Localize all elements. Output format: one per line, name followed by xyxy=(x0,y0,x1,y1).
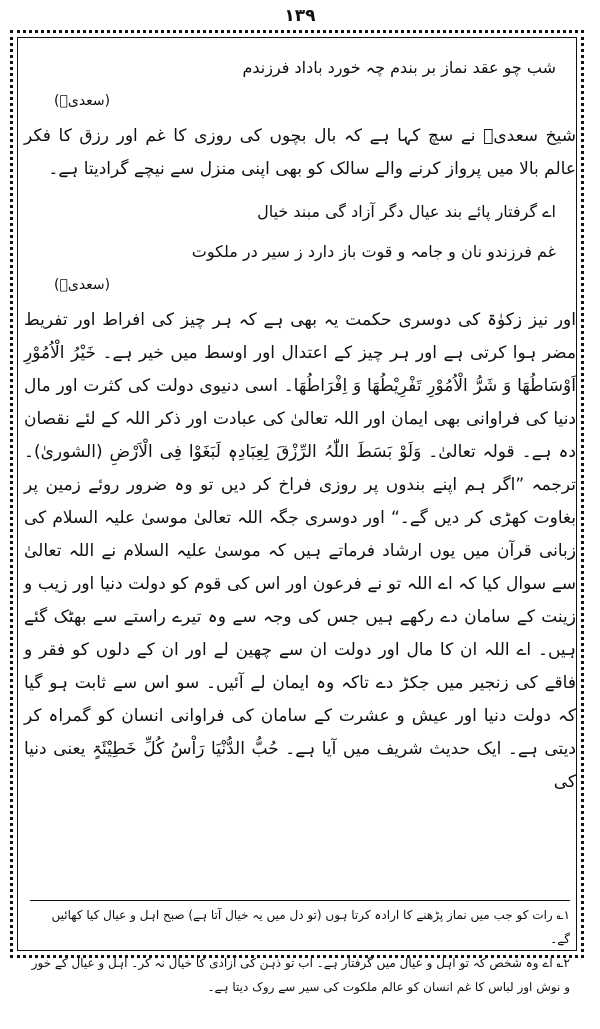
couplet-1-line: شب چو عقد نماز بر بندم چہ خورد باداد فرزندم xyxy=(242,58,556,77)
footnote-divider xyxy=(30,900,570,901)
couplet-2 xyxy=(24,192,576,298)
paragraph-2: اور نیز زکوٰۃ کی دوسری حکمت یہ بھی ہے کہ ہر چیز کی افراط اور تفریط مضر ہوا کرتی ہے اور ہر چیز کے اعتدال اور اوسط میں خیر ہے۔ خَیْرُ الْاُمُوْرِ اَوْسَاطُھَا وَ شَرُّ الْاُمُوْرِ تَفْرِیْطُھَا وَ اِفْرَاطُھَا۔ اسی دنیوی دولت کی کثرت اور مال دنیا کی فراوانی بھی ایمان اور اللہ تعالیٰ کی عبادت اور ذکر اللہ کے لئے نقصان دہ ہے۔ قولہ تعالیٰ۔ وَلَوْ بَسَطَ اللّٰہُ الرِّزْقَ لِعِبَادِہٖ لَبَغَوْا فِی الْاَرْضِ (الشوریٰ)۔ ترجمہ ”اگر ہم اپنے بندوں پر روزی فراخ کر دیں تو وہ ضرور روئے زمین پر بغاوت کھڑی کر دیں گے۔“ اور دوسری جگہ اللہ تعالیٰ موسیٰ علیہ السلام کی زبانی قرآن میں یوں ارشاد فرماتے ہیں کہ موسیٰ علیہ السلام نے اللہ تعالیٰ سے سوال کیا کہ اے اللہ تو نے فرعون اور اس کی قوم کو دولت دنیا اور زیب و زینت کے سامان دے رکھے ہیں جس کی وجہ سے وہ تیرے راستے سے بھٹک گئے ہیں۔ اے اللہ ان کا مال اور دولت ان سے چھین لے اور ان کے دلوں کو فقر و فاقے کی زنجیر میں جکڑ دے تاکہ وہ ایمان لے آئیں۔ سو اس سے ثابت ہو گیا کہ دولت دنیا اور عیش و عشرت کے سامان کی فراوانی انسان کو گمراہ کر دیتی ہے۔ ایک حدیث شریف میں آیا ہے۔ حُبُّ الدُّنْیَا رَاْسُ کُلِّ خَطِیْئَۃٍ یعنی دنیا کی xyxy=(24,310,576,792)
couplet-1-attribution: (سعدیؒ) xyxy=(54,93,111,109)
couplet-2-attribution: (سعدیؒ) xyxy=(54,277,111,293)
couplet-2-line-2: غم فرزندو نان و جامہ و قوت باز دارد ز سیر در ملکوت xyxy=(191,242,556,261)
page-number: ۱۳۹ xyxy=(284,6,316,26)
couplet-2-line-1: اے گرفتار پائے بند عیال دگر آزاد گی مبند خیال xyxy=(257,202,556,221)
footnotes xyxy=(30,900,570,999)
main-text xyxy=(24,42,576,799)
footnote-1: ۱؎ رات کو جب میں نماز پڑھنے کا ارادہ کرتا ہوں (تو دل میں یہ خیال آتا ہے) صبح اہل و عیال کیا کھائیں گے۔ xyxy=(51,908,570,946)
couplet-1 xyxy=(24,48,576,114)
paragraph-1: شیخ سعدیؒ نے سچ کہا ہے کہ بال بچوں کی روزی کا غم اور رزق کا فکر عالم بالا میں پرواز کرنے والے سالک کو بھی اپنی منزل سے نیچے گرادیتا ہے۔ xyxy=(24,126,576,179)
footnote-2: ۲؎ اے وہ شخص کہ تو اہل و عیال میں گرفتار ہے۔ اب تو ذہن کی آزادی کا خیال نہ کر۔ اہل و عیال کے خور و نوش اور لباس کا غم انسان کو عالم ملکوت کی سیر سے روک دیتا ہے۔ xyxy=(31,956,570,994)
